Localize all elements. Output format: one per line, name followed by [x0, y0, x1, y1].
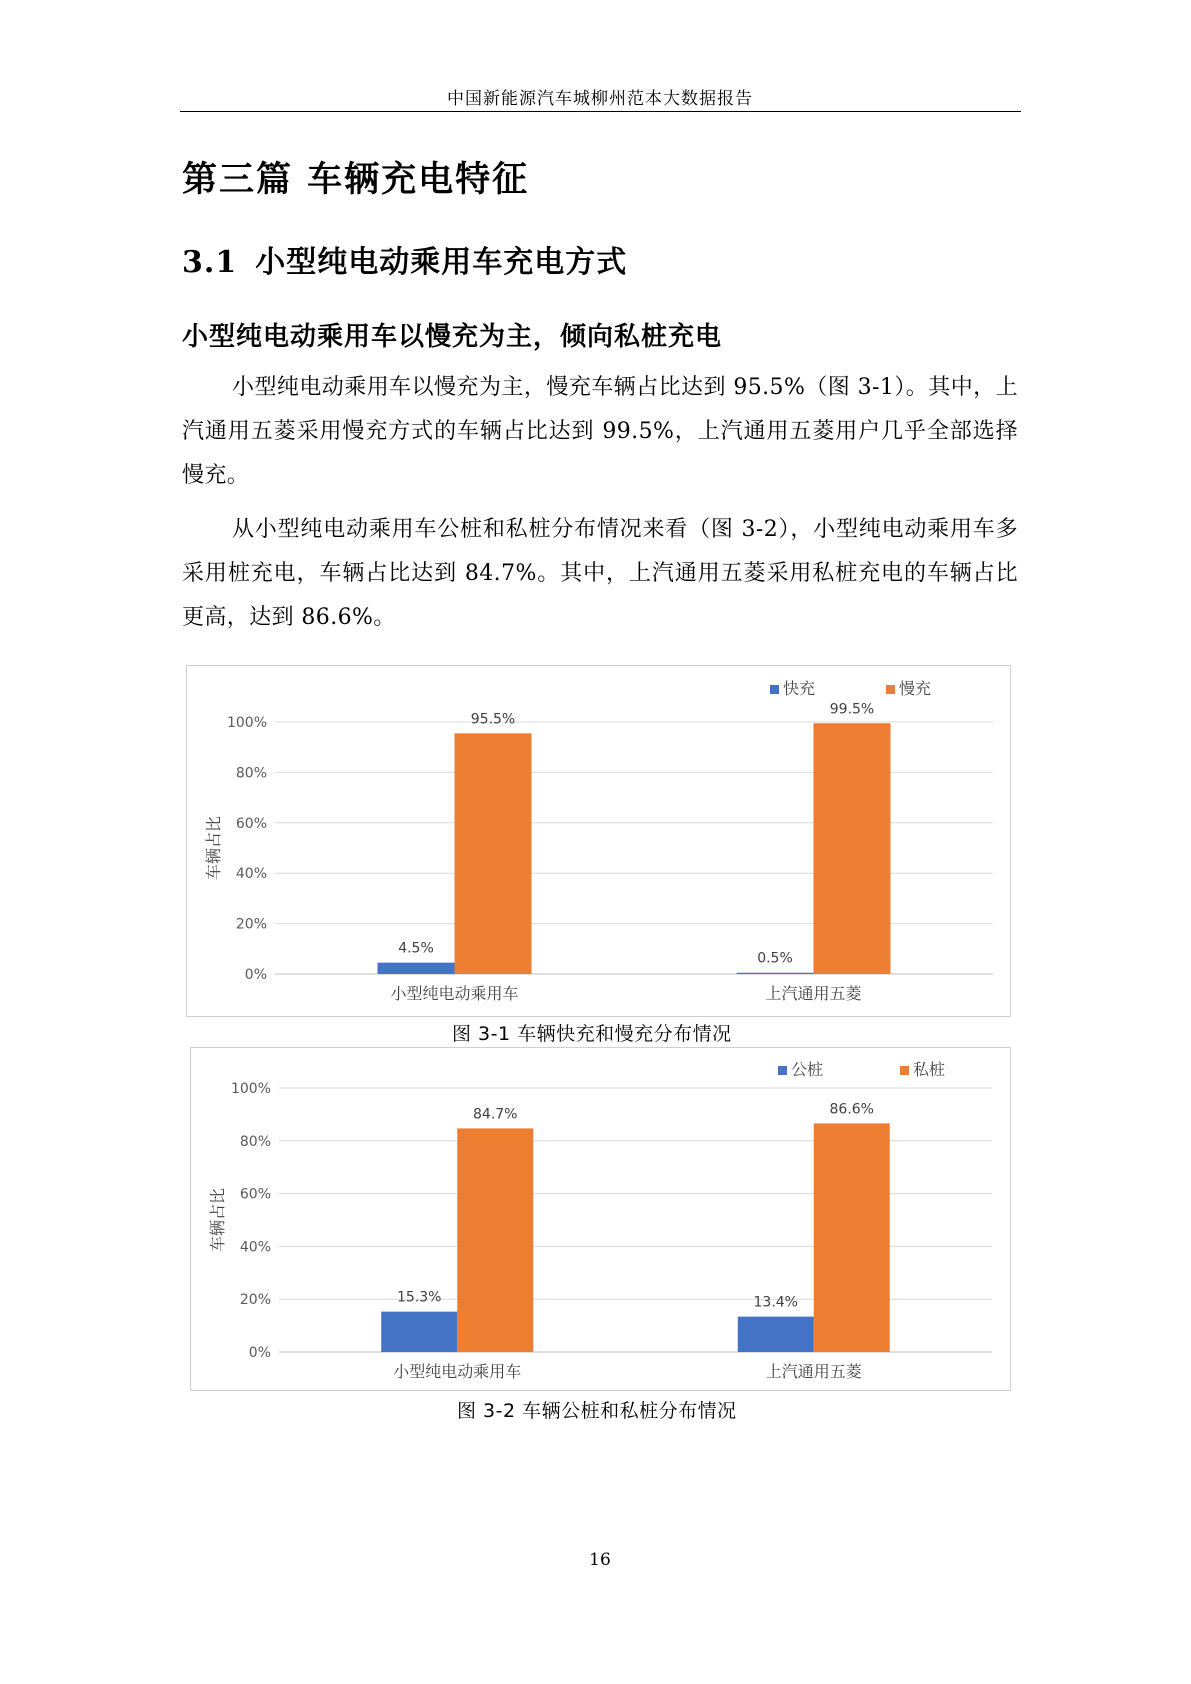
legend-swatch [770, 685, 779, 694]
y-axis-label: 车辆占比 [204, 815, 223, 881]
y-tick-label: 100% [230, 1081, 271, 1097]
x-category-label: 上汽通用五菱 [765, 1362, 862, 1381]
data-label: 95.5% [470, 711, 516, 728]
y-tick-label: 0% [248, 1345, 271, 1361]
legend-label: 私桩 [913, 1060, 946, 1079]
figure-caption: 图 3-1 车辆快充和慢充分布情况 [452, 1023, 732, 1045]
bar-orange [455, 733, 532, 974]
legend-swatch [886, 685, 895, 694]
data-label: 99.5% [829, 701, 875, 718]
body-paragraph: 小型纯电动乘用车以慢充为主，慢充车辆占比达到 95.5%（图 3-1）。其中，上汽通用五菱采用慢充方式的车辆占比达到 99.5%，上汽通用五菱用户几乎全部选择慢充。 [182, 375, 1018, 488]
figure-caption: 图 3-2 车辆公桩和私桩分布情况 [457, 1400, 737, 1422]
data-label: 15.3% [397, 1289, 442, 1306]
bar-blue [381, 1312, 457, 1352]
data-label: 86.6% [829, 1101, 874, 1118]
data-label: 13.4% [753, 1294, 798, 1311]
y-tick-label: 20% [239, 1292, 271, 1309]
legend-label: 快充 [783, 679, 816, 698]
bar-chart-pile-type [191, 1048, 1010, 1390]
y-tick-label: 20% [235, 916, 267, 933]
bar-orange [814, 723, 891, 974]
body-paragraph: 从小型纯电动乘用车公桩和私桩分布情况来看（图 3-2），小型纯电动乘用车多采用桩充电，车辆占比达到 84.7%。其中，上汽通用五菱采用私桩充电的车辆占比更高，达到 86.6%。 [182, 517, 1018, 630]
x-category-label: 上汽通用五菱 [765, 984, 862, 1003]
running-header: 中国新能源汽车城柳州范本大数据报告 [447, 89, 753, 109]
y-tick-label: 0% [244, 967, 267, 983]
section-heading [182, 237, 627, 281]
legend-swatch [778, 1066, 787, 1075]
subsection-heading: 小型纯电动乘用车以慢充为主，倾向私桩充电 [182, 322, 723, 352]
y-tick-label: 80% [235, 765, 267, 782]
page-number: 16 [589, 1550, 611, 1570]
y-tick-label: 40% [239, 1239, 271, 1256]
y-tick-label: 100% [226, 715, 267, 731]
x-category-label: 小型纯电动乘用车 [393, 1362, 522, 1381]
bar-orange [814, 1123, 890, 1352]
bar-blue [738, 1317, 814, 1352]
y-tick-label: 40% [235, 866, 267, 883]
legend-swatch [900, 1066, 909, 1075]
x-category-label: 小型纯电动乘用车 [390, 984, 519, 1003]
bar-blue [378, 963, 455, 974]
data-label: 4.5% [398, 940, 434, 957]
data-label: 0.5% [757, 950, 793, 967]
bar-orange [457, 1128, 533, 1352]
y-tick-label: 60% [235, 815, 267, 832]
bar-chart-charging-mode [187, 666, 1010, 1016]
legend-label: 慢充 [899, 679, 932, 698]
chart-figure-3-2 [190, 1047, 1011, 1391]
y-axis-label: 车辆占比 [208, 1187, 227, 1253]
chapter-title: 第三篇 车辆充电特征 [182, 160, 530, 200]
chart-figure-3-1 [186, 665, 1011, 1017]
section-title: 小型纯电动乘用车充电方式 [255, 245, 628, 280]
bar-blue [737, 973, 814, 974]
data-label: 84.7% [473, 1106, 518, 1123]
header-rule [180, 111, 1021, 112]
legend-label: 公桩 [791, 1060, 824, 1079]
y-tick-label: 80% [239, 1133, 271, 1150]
section-number: 3.1 [182, 245, 238, 280]
y-tick-label: 60% [239, 1186, 271, 1203]
